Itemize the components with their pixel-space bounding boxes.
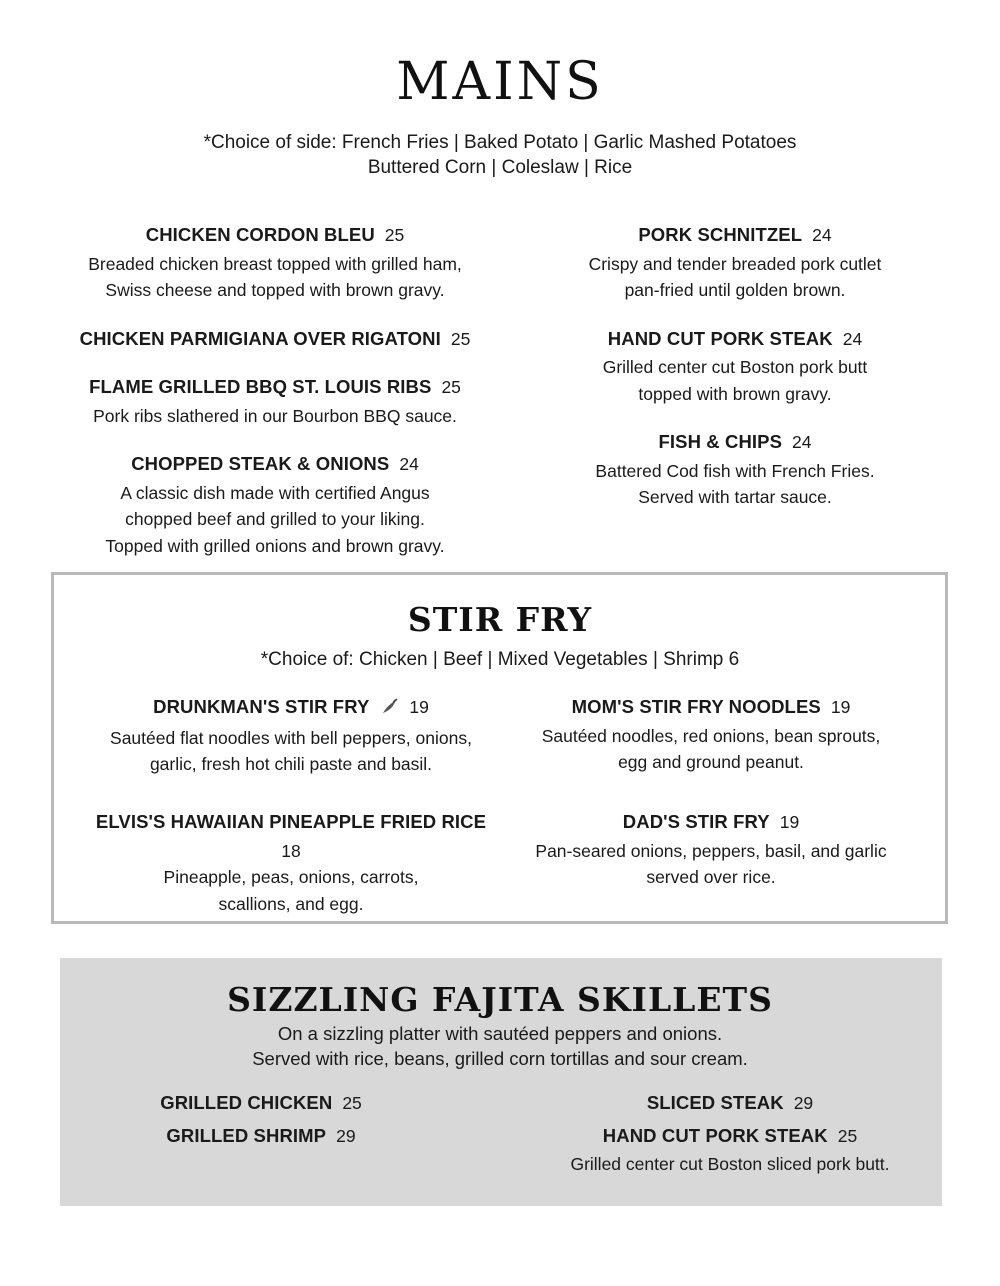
item-name: DAD'S STIR FRY bbox=[622, 811, 770, 832]
fajita-left-column bbox=[36, 1090, 486, 1151]
stir-fry-item bbox=[66, 809, 516, 917]
item-price: 24 bbox=[842, 328, 863, 349]
item-name: FLAME GRILLED BBQ ST. LOUIS RIBS bbox=[89, 376, 432, 397]
sides-choice-line-2: Buttered Corn | Coleslaw | Rice bbox=[367, 157, 633, 178]
item-description: Grilled center cut Boston pork butt bbox=[602, 357, 868, 377]
menu-item bbox=[505, 1123, 955, 1152]
item-price: 19 bbox=[830, 697, 851, 717]
item-description: Crispy and tender breaded pork cutlet bbox=[588, 253, 882, 274]
menu-item bbox=[50, 374, 500, 429]
item-name: CHICKEN CORDON BLEU bbox=[145, 224, 375, 245]
item-description: Battered Cod fish with French Fries. bbox=[595, 460, 875, 481]
item-description: A classic dish made with certified Angus bbox=[120, 482, 430, 503]
item-description: garlic, fresh hot chili paste and basil. bbox=[149, 754, 433, 774]
item-description: Pan-seared onions, peppers, basil, and garlic bbox=[535, 840, 887, 861]
mains-heading: MAINS bbox=[396, 52, 604, 112]
menu-item bbox=[50, 451, 500, 559]
fajita-right-column bbox=[505, 1090, 955, 1178]
item-price: 24 bbox=[792, 432, 812, 452]
item-name: HAND CUT PORK STEAK bbox=[607, 327, 833, 349]
stir-fry-heading: STIR FRY bbox=[407, 600, 593, 639]
item-description: Served with tartar sauce. bbox=[638, 487, 832, 507]
item-description: Pork ribs slathered in our Bourbon BBQ sauce. bbox=[93, 405, 457, 426]
item-price: 25 bbox=[342, 1093, 362, 1113]
item-description: topped with brown gravy. bbox=[638, 383, 832, 404]
item-description: Sautéed flat noodles with bell peppers, onions, bbox=[110, 727, 472, 748]
item-price: 24 bbox=[812, 225, 832, 245]
item-price: 18 bbox=[281, 840, 301, 861]
item-description: Pineapple, peas, onions, carrots, bbox=[163, 867, 419, 887]
item-description: Sautéed noodles, red onions, bean sprouts, bbox=[541, 725, 881, 746]
item-description: Grilled center cut Boston sliced pork butt. bbox=[570, 1154, 890, 1174]
item-price: 19 bbox=[409, 697, 429, 717]
item-description: Topped with grilled onions and brown gravy. bbox=[105, 535, 445, 556]
item-description: scallions, and egg. bbox=[218, 893, 364, 914]
menu-item bbox=[505, 1090, 955, 1119]
item-name: DRUNKMAN'S STIR FRY bbox=[153, 696, 370, 717]
item-name: SLICED STEAK bbox=[646, 1092, 784, 1113]
item-price: 25 bbox=[441, 377, 461, 397]
menu-item bbox=[50, 326, 500, 355]
item-price: 25 bbox=[384, 225, 405, 245]
menu-item bbox=[50, 222, 500, 304]
item-name: CHICKEN PARMIGIANA OVER RIGATONI bbox=[79, 327, 441, 349]
item-price: 19 bbox=[779, 812, 800, 832]
item-price: 29 bbox=[793, 1093, 814, 1113]
menu-item bbox=[36, 1123, 486, 1152]
fajita-description-line-2: Served with rice, beans, grilled corn tortillas and sour cream. bbox=[252, 1048, 748, 1069]
item-description: pan-fried until golden brown. bbox=[624, 280, 846, 300]
mains-left-column bbox=[50, 222, 500, 573]
sides-choice-line-1: *Choice of side: French Fries | Baked Potato | Garlic Mashed Potatoes bbox=[203, 132, 797, 153]
menu-item bbox=[510, 326, 960, 408]
item-name: FISH & CHIPS bbox=[658, 431, 783, 452]
item-name: MOM'S STIR FRY NOODLES bbox=[571, 696, 821, 717]
fajita-description-line-1: On a sizzling platter with sautéed peppers and onions. bbox=[277, 1023, 723, 1044]
item-description: served over rice. bbox=[646, 867, 776, 887]
item-price: 25 bbox=[450, 328, 471, 349]
menu-item bbox=[510, 222, 960, 304]
item-price: 25 bbox=[837, 1125, 858, 1146]
item-name: PORK SCHNITZEL bbox=[638, 224, 803, 245]
item-name: GRILLED SHRIMP bbox=[166, 1124, 327, 1146]
menu-item bbox=[510, 429, 960, 511]
stir-fry-item bbox=[486, 809, 936, 891]
item-name: ELVIS'S HAWAIIAN PINEAPPLE FRIED RICE bbox=[95, 811, 487, 832]
stir-fry-choice: *Choice of: Chicken | Beef | Mixed Vegetables | Shrimp 6 bbox=[260, 649, 740, 670]
fajita-heading: SIZZLING FAJITA SKILLETS bbox=[227, 980, 773, 1019]
stir-fry-item bbox=[486, 694, 936, 776]
item-description: chopped beef and grilled to your liking. bbox=[125, 509, 425, 529]
item-price: 29 bbox=[336, 1125, 356, 1146]
item-name: HAND CUT PORK STEAK bbox=[602, 1124, 828, 1146]
chili-pepper-icon bbox=[381, 697, 399, 725]
stir-fry-item bbox=[66, 694, 516, 778]
item-name: CHOPPED STEAK & ONIONS bbox=[131, 453, 390, 474]
item-description: Breaded chicken breast topped with grilled ham, bbox=[88, 253, 462, 274]
menu-item bbox=[36, 1090, 486, 1119]
item-price: 24 bbox=[399, 454, 419, 474]
item-description: egg and ground peanut. bbox=[618, 752, 804, 772]
mains-right-column bbox=[510, 222, 960, 525]
item-description: Swiss cheese and topped with brown gravy. bbox=[105, 280, 445, 300]
item-name: GRILLED CHICKEN bbox=[160, 1092, 333, 1113]
